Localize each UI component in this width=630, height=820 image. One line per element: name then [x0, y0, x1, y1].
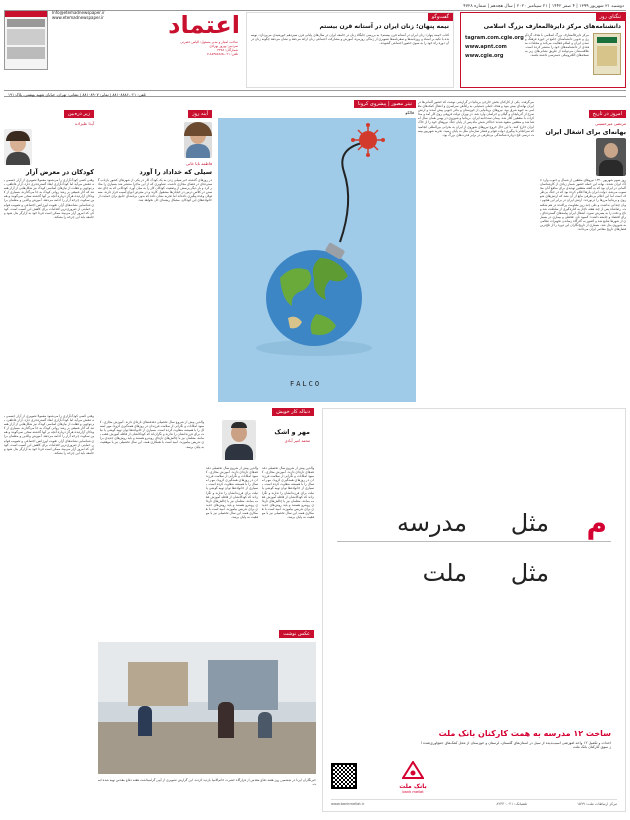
- photo-news-image: [98, 642, 316, 774]
- date-text: دوشنبه ۳۱ شهریور ۱۳۹۹ | ۴ صفر ۱۴۴۲ | ۲۱ سپتامبر ۲۰۲۰ | سال هجدهم | شماره ۴۷۲۸: [463, 4, 624, 9]
- history-byline: مرتضی میرحسینی: [595, 121, 626, 126]
- column-left-2: [4, 100, 94, 412]
- ad-body: احداث و تکمیل ۱۲ واحد آموزشی آسیب‌دیده از سیل در استان‌های گلستان، لرستان و خوزستان از محل کمک‌های جمع‌آوری‌شده از سوی کارکنان بانک ملت: [421, 741, 611, 750]
- contact-bar: [4, 90, 626, 97]
- website[interactable]: www.etemadnewspaper.ir: [52, 15, 104, 20]
- box-university-urls: [465, 35, 523, 59]
- email[interactable]: Info@etemadnewspaper.ir: [52, 10, 105, 15]
- col-left2-body: وقتی کسی کودک‌آزاری را می‌شنود معمولا تصویری از آزار جسمی به ذهنش می‌آید اما کودک‌آزاری ابعاد گسترده‌تری دارد. آزار عاطفی، بی‌توجهی و غفلت از نیازهای اساسی کودک نیز شکل‌هایی از آزار هستند که آثار عمیقی بر رشد روانی کودک به جا می‌گذارند. بسیاری از کودکان آزاردیده هرگز درباره آنچه بر آنها گذشته سخن نمی‌گویند و همین سکوت چرخه آزار را ادامه می‌دهد. آموزش والدین و معلمان برای شناسایی نشانه‌های آزار، تقویت اورژانس اجتماعی و تصویب قوانین حمایتی از ضروری‌ترین اقدامات برای کاهش این آسیب است. کودکی که امروز آزار می‌بیند ممکن است فردا خود به آزارگر بدل شود و جامعه باید این چرخه را بشکند.: [4, 178, 94, 219]
- ad-accent-letter: م: [586, 507, 607, 540]
- column-left-long: [4, 414, 94, 810]
- history-tag: امروز در تاریخ: [589, 110, 626, 118]
- qr-code[interactable]: [331, 763, 357, 789]
- ad-line-2: [337, 559, 607, 589]
- photo-news: [98, 630, 316, 812]
- col-left2-title: کودکان در معرض آزار: [25, 168, 94, 176]
- col-left1-tag: آینه روز: [188, 110, 212, 118]
- ad-word-2: ملت: [422, 559, 467, 587]
- ad-prefix-2: مثل: [510, 559, 549, 587]
- col-long-body: وقتی کسی کودک‌آزاری را می‌شنود معمولا تصویری از آزار جسمی به ذهنش می‌آید اما کودک‌آزاری ابعاد گسترده‌تری دارد. آزار عاطفی، بی‌توجهی و غفلت از نیازهای اساسی کودک نیز شکل‌هایی از آزار هستند که آثار عمیقی بر رشد روانی کودک به جا می‌گذارند. بسیاری از کودکان آزاردیده هرگز درباره آنچه بر آنها گذشته سخن نمی‌گویند و همین سکوت چرخه آزار را ادامه می‌دهد. آموزش والدین و معلمان برای شناسایی نشانه‌های آزار، تقویت اورژانس اجتماعی و تصویب قوانین حمایتی از ضروری‌ترین اقدامات برای کاهش این آسیب است. کودکی که امروز آزار می‌بیند ممکن است فردا خود به آزارگر بدل شود و جامعه باید این چرخه را بشکند.: [4, 414, 94, 455]
- book-cover: [593, 33, 621, 75]
- mehr-byline: محمد امیر آبادی: [284, 438, 310, 443]
- col-left1-body: در روزهای گذشته خبر سیلی زدن به یک کودک کار در یکی از شهرهای کشور بازتاب گسترده‌ای در فضای مجازی داشت. تصاویری که از این ماجرا منتشر شد بسیاری را متاثر کرد و بار دیگر پرسش از وضعیت کودکان کار را به میان آورد. کودکانی که به جای نشستن در کلاس درس در خیابان‌ها مشغول کارند و در معرض انواع آسیب قرار دارند. مسئولان وعده پیگیری داده‌اند اما تجربه نشان داده که بدون برنامه‌ای جامع برای حمایت از خانواده‌های این کودکان، مشکل ریشه‌ای حل نخواهد شد.: [98, 178, 212, 203]
- masthead: [4, 10, 242, 96]
- col-left1-photo: [184, 122, 212, 158]
- box-university-body: مرکز دایرةالمعارف بزرگ اسلامی با هدف گردآوری و تدوین دانشنامه‌ای جامع در حوزه فرهنگ و تمدن ایران و اسلام فعالیت می‌کند و مجلدات متعددی از دانشنامه‌های خود را منتشر کرده است. علاقه‌مندان می‌توانند از طریق نشانی‌های زیر به نسخه‌های الکترونیکی دسترسی داشته باشند.: [525, 33, 589, 58]
- photo-news-caption: خبرنگاران ایرنا در ششمین روز هفته دفاع مقدس از قرارگاه حضرت خاتم‌الانبیا بازدید کردند. این گزارش تصویری از آیین گرامیداشت هفته دفاع مقدس تهیه شده است.: [98, 778, 316, 787]
- ad-footer-tel: تلفنبانک: ۰۲۱-۸۲۳۳۰: [496, 802, 527, 806]
- bank-ad: [322, 408, 626, 812]
- col-left2-tag: زیر ذره‌بین: [64, 110, 94, 118]
- col-left1-byline: فاطمه بابا خانی: [185, 161, 212, 166]
- history-column: [540, 100, 626, 410]
- col-left2-photo: [4, 129, 32, 165]
- ad-footer-phone: مرکز ارتباطات ملت: ۱۵۹۹: [577, 802, 617, 806]
- illustration-signature: FALCO: [290, 380, 322, 388]
- bomb-earth-icon: [218, 118, 416, 402]
- brand-en: bank mellat: [402, 790, 424, 794]
- mehr-title: مهر و اشک: [274, 428, 310, 436]
- mehr-photo: [222, 420, 256, 460]
- illustration-block: [218, 100, 416, 404]
- box-university-title: دانشنامه‌های مرکز دایرةالمعارف بزرگ اسلامی: [483, 23, 621, 30]
- box-book: [246, 12, 454, 88]
- masthead-line-1: صاحب امتیاز و مدیر مسئول: الیاس حضرتی: [180, 40, 238, 44]
- url-3[interactable]: www.cgie.org: [465, 53, 504, 59]
- illustration-image: [218, 118, 416, 402]
- mehr-body-2: والدین پیش از شروع سال تحصیلی دغدغه‌های تازه‌ای دارند. آموزش مجازی، کمبود امکانات و نگرانی از سلامت فرزندان در روزهای همه‌گیری کرونا، مهر امسال را با همیشه متفاوت کرده است. بسیاری از خانواده‌ها توان تهیه گوشی یا تبلت برای فرزندانشان را ندارند و نگران‌اند که کودکانشان از قافله آموزش عقب بمانند. معلمان نیز با چالش‌های تازه‌ای روبه‌رو هستند و باید روش‌های جدیدی برای تدریس بیاموزند. امید است با همکاری همه، این سال تحصیلی نیز با موفقیت به پایان برسد.: [206, 466, 258, 520]
- mehr-body-1: والدین پیش از شروع سال تحصیلی دغدغه‌های تازه‌ای دارند. آموزش مجازی، کمبود امکانات و نگرانی از سلامت فرزندان در روزهای همه‌گیری کرونا، مهر امسال را با همیشه متفاوت کرده است. بسیاری از خانواده‌ها توان تهیه گوشی یا تبلت برای فرزندانشان را ندارند و نگران‌اند که کودکانشان از قافله آموزش عقب بمانند. معلمان نیز با چالش‌های تازه‌ای روبه‌رو هستند و باید روش‌های جدیدی برای تدریس بیاموزند. امید است با همکاری همه، این سال تحصیلی نیز با موفقیت به پایان برسد.: [262, 466, 314, 520]
- logo: اعتماد: [168, 11, 240, 39]
- history-body: روز سوم شهریور ۱۳۲۰ نیروهای متفقین از شمال و جنوب وارد خاک ایران شدند. بهانه این حمله حضور شمار زیادی از کارشناسان آلمانی در ایران بود که به گفته متفقین تهدیدی برای منافع آنان محسوب می‌شد. دولت ایران بارها اعلام کرده بود که در جنگ بی‌طرف است اما این اعلام بی‌طرفی مانع از آن نشد که ارتش‌های شوروی و بریتانیا مرزها را درنوردند. ارتش ایران در برابر این هجوم توان چندانی نداشت و طی چند روز مقاومت پراکنده در هم شکست. رضاشاه پس از چند هفته ناچار به کناره‌گیری از سلطنت شد و تاج و تخت را به پسرش سپرد. اشغال ایران پیامدهای گسترده‌ای برای اقتصاد و جامعه داشت؛ کمبود نان، قحطی و بیماری در بسیاری از شهرها شایع شد و کشور به گذرگاه رساندن تجهیزات نظامی به شوروی بدل شد. بسیاری از تاریخ‌نگاران این دوره را از تلخ‌ترین فصل‌های تاریخ معاصر ایران می‌دانند.: [540, 178, 626, 232]
- contact-text: تلفن: ۰۲۱-۸۸۱۰۸۸۸۶ | نمابر: ۸۸۱۰۸۹۰۷ | نشانی: تهران، خیابان شهید بهشتی، پلاک ۱۹۱: [8, 92, 146, 97]
- masthead-line-3: شمارگان: ۴۳۷۸: [217, 48, 238, 53]
- brand-fa: بانک ملت: [399, 783, 427, 790]
- illustration-tag: تیتر مصور | پیشروی کرونا: [354, 100, 416, 108]
- masthead-line-2: سردبیر: بهروز بهزادی: [209, 44, 238, 49]
- bank-mellat-logo-icon: [402, 761, 424, 779]
- ad-divider: [337, 541, 611, 542]
- ad-footer: [331, 799, 617, 807]
- box-book-tag: گفت‌وگو: [428, 13, 453, 21]
- url-1[interactable]: tagram.com.cgie.org: [465, 35, 524, 41]
- illustration-credit: فالکو: [405, 110, 414, 115]
- ad-footer-web[interactable]: www.bankmellat.ir: [331, 802, 365, 806]
- history-column-continued: [418, 100, 534, 410]
- box-university-tag: تنگنای روز: [596, 13, 625, 21]
- box-book-title: نیمه پنهان؛ زنان ایران در آستانه قرن بیستم: [319, 23, 449, 30]
- col-left2-byline: آیدا علیزاده: [75, 121, 94, 126]
- mehr-tag: دنباله کار خویش: [272, 408, 314, 416]
- masthead-line-4: تلفن: ۰۲۱-۸۸۳۵۵۶۸۵-۷: [207, 52, 238, 57]
- author-photo: [596, 138, 626, 176]
- ad-line-1: [337, 509, 607, 539]
- column-mehr: [98, 408, 316, 626]
- ad-prefix-1: مثل: [510, 509, 549, 537]
- col-left1-title: سیلی که خداداد را آورد: [139, 168, 212, 176]
- column-left-1: [98, 100, 212, 404]
- ad-word-1: مدرسه: [396, 509, 467, 537]
- masthead-info: [52, 40, 238, 80]
- url-2[interactable]: www.apnt.com: [465, 44, 507, 50]
- ad-headline: ساخت ۱۲ مدرسه به همت کارکنان بانک ملت: [438, 729, 611, 738]
- history-title: بهانه‌ای برای اشغال ایران: [545, 128, 626, 136]
- box-university: [460, 12, 626, 88]
- history-body-cont: می‌گرفت. یکی از کارکنان بخش خارجی بریتانیا در گزارشی نوشت که حضور آلمانی‌ها در ایران بهانه‌ای بیش نبود و هدف اصلی دستیابی به راه‌آهن سراسری و انتقال کمک‌های نظامی به جبهه شرق بود. نیروهای بریتانیایی از خوزستان و بنادر جنوبی پیش آمدند و ارتش سرخ از آذربایجان و گیلان و خراسان وارد شد. در تهران دولت فروغی روی کار آمد و مذاکرات با متفقین آغاز شد. پیمان سه‌جانبه ایران، بریتانیا و شوروی در بهمن همان سال امضا شد و متفقین متعهد شدند حداکثر شش ماه پس از پایان جنگ نیروهای خود را از خاک ایران خارج کنند. با این حال خروج نیروهای شوروی از ایران به بحرانی بین‌المللی انجامید که سرانجام با پیگیری دولت قوام و فشار سازمان ملل به پایان رسید. تجربه شهریور بیست درسی تلخ درباره شکنندگی بی‌طرفی در برابر قدرت‌های بزرگ بود.: [418, 100, 534, 137]
- bank-logo: [393, 761, 433, 801]
- box-book-body: کتاب «نیمه پنهان؛ زنان ایران در آستانه قرن بیستم» به بررسی جایگاه زنان در جامعه ایران در سال‌های پایانی قرن سیزدهم خورشیدی می‌پردازد. نویسنده با تکیه بر اسناد و روزنامه‌ها و سفرنامه‌ها تصویری از زندگی روزمره، آموزش و مشارکت اجتماعی زنان ارائه می‌دهد و نشان می‌دهد چگونه زنان در آن دوره راه خود را به سوی حضور اجتماعی گشودند.: [251, 33, 449, 46]
- photo-news-tag: عکس نوشت: [279, 630, 314, 638]
- newspaper-thumbnail: [4, 10, 48, 70]
- mehr-body-3: والدین پیش از شروع سال تحصیلی دغدغه‌های تازه‌ای دارند. آموزش مجازی، کمبود امکانات و نگرانی از سلامت فرزندان در روزهای همه‌گیری کرونا، مهر امسال را با همیشه متفاوت کرده است. بسیاری از خانواده‌ها توان تهیه گوشی یا تبلت برای فرزندانشان را ندارند و نگران‌اند که کودکانشان از قافله آموزش عقب بمانند. معلمان نیز با چالش‌های تازه‌ای روبه‌رو هستند و باید روش‌های جدیدی برای تدریس بیاموزند. امید است با همکاری همه، این سال تحصیلی نیز با موفقیت به پایان برسد.: [100, 420, 204, 449]
